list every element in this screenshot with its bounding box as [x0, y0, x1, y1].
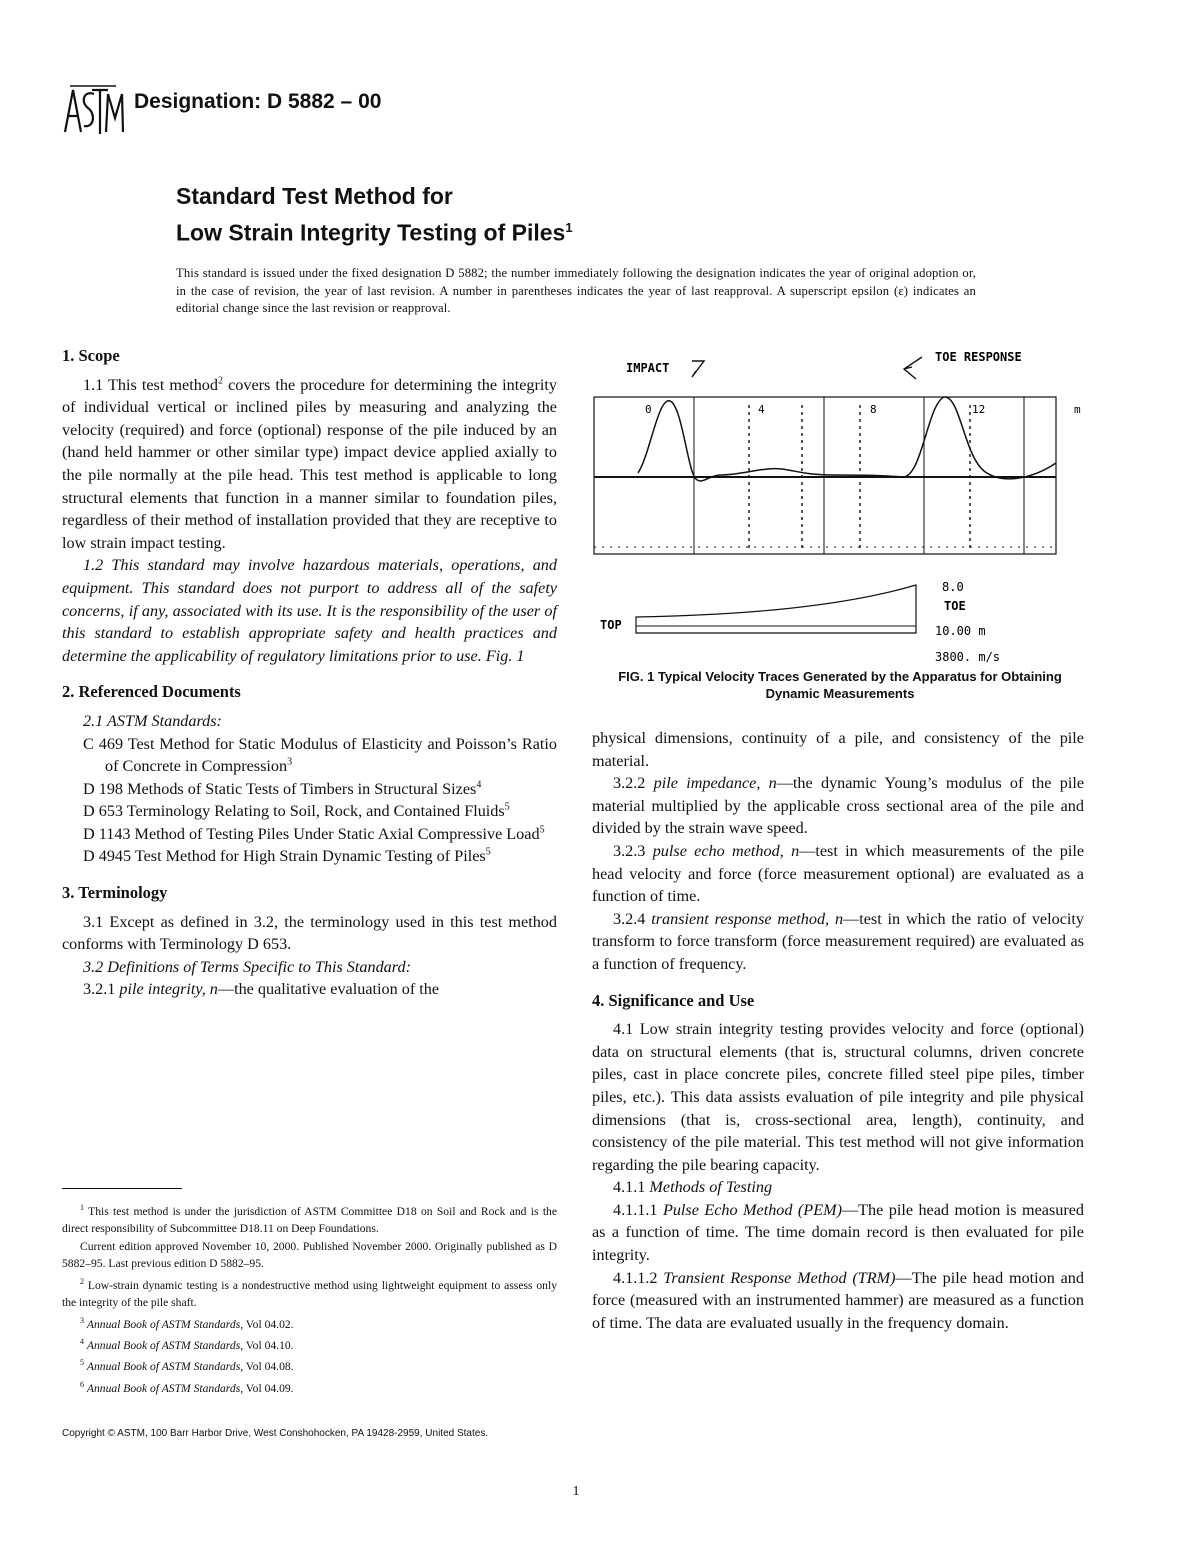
- toe-label: TOE: [944, 599, 966, 613]
- section-heading-referenced: 2. Referenced Documents: [62, 682, 241, 702]
- toe-arrow-icon: [904, 357, 922, 379]
- paragraph-2-1: 2.1 ASTM Standards:: [83, 711, 222, 730]
- paragraph-3-2-1: 3.2.1 pile integrity, n—the qualitative evaluation of the: [83, 980, 440, 999]
- reference-item: C 469 Test Method for Static Modulus of Elasticity and Poisson’s Ratio of Concrete in Compression$^3$: [83, 734, 557, 776]
- wave-speed: 3800. m/s: [935, 650, 1001, 664]
- paragraph-4-1-1: 4.1.1 Methods of Testing: [613, 1178, 773, 1197]
- right-column: [592, 727, 1084, 1334]
- impact-label: IMPACT: [626, 361, 670, 375]
- section-heading-terminology: 3. Terminology: [62, 883, 168, 903]
- footnote: $^5$ Annual Book of ASTM Standards, Vol 04.08.: [80, 1358, 294, 1374]
- designation: Designation: D 5882 – 00: [134, 90, 382, 113]
- copyright: Copyright © ASTM, 100 Barr Harbor Drive, West Conshohocken, PA 19428-2959, United States.: [62, 1428, 489, 1439]
- reference-item: D 1143 Method of Testing Piles Under Static Axial Compressive Load$^5$: [83, 824, 545, 843]
- tick-label-8: 8: [870, 403, 877, 416]
- footnote: $^1$ This test method is under the jurisdiction of ASTM Committee D18 on Soil and Rock and is the direct responsibility of Subcommittee D18.11 on Deep Foundations.: [62, 1203, 557, 1236]
- footnote: $^2$ Low-strain dynamic testing is a nondestructive method using lightweight equipment to assess only the integrity of the pile shaft.: [62, 1276, 557, 1310]
- footnote: $^6$ Annual Book of ASTM Standards, Vol 04.09.: [80, 1379, 294, 1395]
- top-label: TOP: [600, 618, 622, 632]
- pile-length: 10.00 m: [935, 624, 986, 638]
- left-column: [62, 345, 557, 1001]
- paragraph-3-2-3: 3.2.3 pulse echo method, n—test in which measurements of the pile head velocity and force (force measurement optional) are evaluated as a function of time.: [592, 841, 1085, 906]
- footnote-rule: [62, 1188, 182, 1189]
- velocity-trace: [638, 397, 1056, 481]
- footnote: $^4$ Annual Book of ASTM Standards, Vol 04.10.: [80, 1337, 294, 1352]
- page-number: 1: [572, 1484, 580, 1499]
- paragraph-3-2-4: 3.2.4 transient response method, n—test in which the ratio of velocity transform to force transform (force measurement required) are evaluated as a function of frequency.: [592, 909, 1084, 973]
- title-line-1: Standard Test Method for: [176, 183, 453, 209]
- paragraph-3-2-1-continued: physical dimensions, continuity of a pile, and consistency of the pile material.: [592, 729, 1084, 770]
- paragraph-4-1: 4.1 Low strain integrity testing provides velocity and force (optional) data on structural elements (that is, structural columns, driven concrete piles, cast in place concrete piles, concrete filled steel pipe piles, timber piles, etc.). This data assists evaluation of pile integrity and pile physical dimensions (that is, cross-sectional area, length), continuity, and consistency of the pile material. This test method will not give information regarding the pile bearing capacity.: [592, 1020, 1084, 1174]
- tick-label-0: 0: [645, 403, 652, 416]
- section-heading-significance: 4. Significance and Use: [592, 990, 755, 1010]
- paragraph-1-2: 1.2 This standard may involve hazardous materials, operations, and equipment. This standard does not purport to address all of the safety concerns, if any, associated with its use. It is the responsibility of the user of this standard to establish appropriate safety and health practices and determine the applicability of regulatory limitations prior to use. Fig. 1: [62, 556, 557, 665]
- title-line-2: Low Strain Integrity Testing of Piles$^1$: [176, 219, 573, 246]
- paragraph-3-1: 3.1 Except as defined in 3.2, the terminology used in this test method conforms with Terminology D 653.: [62, 912, 557, 954]
- section-heading-scope: 1. Scope: [62, 346, 120, 365]
- profile-value: 8.0: [942, 580, 964, 594]
- standard-notice: This standard is issued under the fixed designation D 5882; the number immediately following the designation indicates the year of original adoption or, in the case of revision, the year of last revision. A number in parentheses indicates the year of last reapproval. A superscript epsilon (ε) indicates an editorial change since the last revision or reapproval.: [176, 266, 976, 315]
- paragraph-1-1: 1.1 This test method$^2$ covers the procedure for determining the integrity of individual vertical or inclined piles by measuring and analyzing the velocity (required) and force (optional) response of the pile induced by an (hand held hammer or other similar type) impact device applied axially to the pile normally at the pile head. This test method is applicable to long structural elements that function in a manner similar to foundation piles, regardless of their method of installation provided that they are receptive to low strain impact testing.: [62, 375, 557, 552]
- paragraph-3-2: 3.2 Definitions of Terms Specific to This Standard:: [83, 957, 411, 976]
- paragraph-4-1-1-2: 4.1.1.2 Transient Response Method (TRM)—The pile head motion and force (measured with an instrumented hammer) are measured as a function of time. The data are evaluated usually in the frequency domain.: [592, 1268, 1084, 1332]
- reference-item: D 4945 Test Method for High Strain Dynamic Testing of Piles$^5$: [83, 847, 491, 866]
- document-title: [176, 180, 573, 249]
- footnote: $^3$ Annual Book of ASTM Standards, Vol 04.02.: [80, 1315, 294, 1331]
- footnote: Current edition approved November 10, 2000. Published November 2000. Originally published as D 5882–95. Last previous edition D 5882–95.: [62, 1239, 557, 1271]
- tick-label-12: 12: [972, 403, 986, 416]
- paragraph-3-2-2: 3.2.2 pile impedance, n—the dynamic Young’s modulus of the pile material multiplied by the applicable cross sectional area of the pile and divided by the strain wave speed.: [592, 774, 1085, 838]
- reference-item: D 198 Methods of Static Tests of Timbers in Structural Sizes$^4$: [83, 779, 482, 798]
- unit-label: m: [1074, 403, 1081, 416]
- impact-arrow-icon: [692, 361, 704, 377]
- paragraph-4-1-1-1: 4.1.1.1 Pulse Echo Method (PEM)—The pile head motion is measured as a function of time. The time domain record is then evaluated for pile integrity.: [592, 1200, 1085, 1265]
- astm-logo: [62, 84, 124, 136]
- figure-caption: FIG. 1 Typical Velocity Traces Generated by the Apparatus for Obtaining Dynamic Measurements: [618, 669, 1062, 701]
- figure-1-velocity-traces: [592, 345, 1088, 715]
- footnotes: [62, 1199, 557, 1397]
- tick-label-4: 4: [758, 403, 765, 416]
- reference-item: D 653 Terminology Relating to Soil, Rock, and Contained Fluids$^5$: [83, 801, 510, 821]
- toe-response-label: TOE RESPONSE: [935, 350, 1022, 364]
